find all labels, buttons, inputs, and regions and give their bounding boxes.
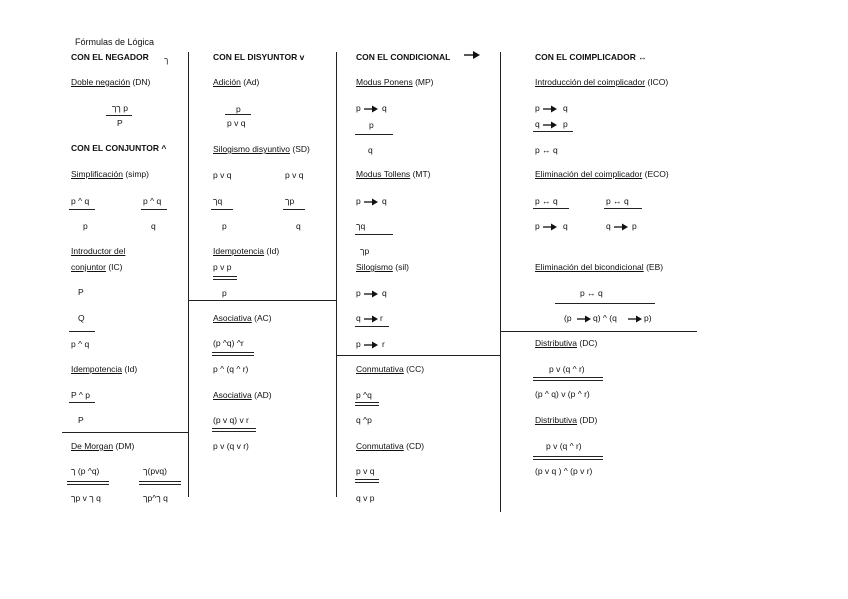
sd-right-conclusion: q (296, 221, 301, 231)
eco-right-premise: p ↔ q (606, 196, 629, 206)
eb-premise: p ↔ q (580, 288, 603, 298)
column-divider-2 (336, 52, 337, 497)
sd-left-line (211, 209, 233, 210)
simp-right-conclusion: q (151, 221, 156, 231)
ico-arrow-2-icon (543, 121, 558, 129)
mt-line (355, 234, 393, 235)
sil-premise-2-b: r (380, 313, 383, 323)
sd-left-premise-1: p v q (213, 170, 232, 180)
dc-premise: p v (q ^ r) (549, 364, 585, 374)
mp-arrow-icon (364, 105, 379, 113)
eco-left-arrow-icon (543, 223, 558, 231)
dn-conclusion: P (117, 118, 123, 128)
mt-premise-1-b: q (382, 196, 387, 206)
dm-left-premise: ך (p ^q) (71, 466, 100, 476)
sil-premise-2-a: q (356, 313, 361, 323)
id-conj-premise: P ^ p (71, 390, 90, 400)
mp-premise-1-a: p (356, 103, 361, 113)
ico-conclusion: p ↔ q (535, 145, 558, 155)
mt-premise-2: ךq (356, 221, 366, 231)
conmutativa-conj-rule: Conmutativa (CC) (356, 364, 425, 374)
ico-premise-1-b: q (563, 103, 568, 113)
column-divider-1 (188, 52, 189, 497)
cc-line-2 (355, 405, 379, 406)
ac-line-1 (212, 352, 254, 353)
coimplicador-header: CON EL COIMPLICADOR ↔ (535, 52, 647, 62)
eco-right-arrow-icon (614, 223, 629, 231)
distributiva-dd-rule: Distributiva (DD) (535, 415, 598, 425)
id-conj-conclusion: P (78, 415, 84, 425)
dm-left-line-2 (67, 484, 109, 485)
mt-conclusion: ךp (360, 246, 370, 256)
ico-premise-2-b: p (563, 119, 568, 129)
dc-line-2 (533, 380, 603, 381)
dn-line (106, 115, 132, 116)
simp-left-conclusion: p (83, 221, 88, 231)
sil-premise-1-a: p (356, 288, 361, 298)
eb-conclusion-2: q) ^ (q (593, 313, 617, 323)
ic-conclusion: p ^ q (71, 339, 90, 349)
ico-arrow-1-icon (543, 105, 558, 113)
id-disy-conclusion: p (222, 288, 227, 298)
sil-conclusion-a: p (356, 339, 361, 349)
negador-symbol: ך (164, 56, 169, 65)
dd-line-1 (533, 456, 603, 457)
idempotencia-conj-rule: Idempotencia (Id) (71, 364, 138, 374)
condicional-header: CON EL CONDICIONAL (356, 52, 451, 62)
simp-left-line (69, 209, 95, 210)
ic-premise-2: Q (78, 313, 85, 323)
eb-arrow-2-icon (628, 315, 643, 323)
sil-premise-1-b: q (382, 288, 387, 298)
sd-right-line (283, 209, 305, 210)
negador-header: CON EL NEGADOR (71, 52, 149, 62)
dm-left-conclusion: ךp v ך q (71, 493, 101, 503)
ico-premise-1-a: p (535, 103, 540, 113)
de-morgan-rule: De Morgan (DM) (71, 441, 135, 451)
simp-right-premise: p ^ q (143, 196, 162, 206)
dd-line-2 (533, 459, 603, 460)
introductor-rule-line1: Introductor del (71, 246, 126, 256)
sil-arrow-3-icon (364, 341, 379, 349)
asociativa-conj-rule: Asociativa (AC) (213, 313, 272, 323)
sil-line (355, 326, 389, 327)
eliminacion-coimplicador-rule: Eliminación del coimplicador (ECO) (535, 169, 669, 179)
sil-conclusion-b: r (382, 339, 385, 349)
eco-left-conclusion-a: p (535, 221, 540, 231)
id-disy-line-2 (213, 279, 237, 280)
cd-line-2 (355, 482, 379, 483)
section-divider-distributiva (500, 331, 697, 332)
conmutativa-disy-rule: Conmutativa (CD) (356, 441, 425, 451)
id-disy-premise: p v p (213, 262, 232, 272)
dn-premise: ךך p (112, 103, 128, 113)
adv-conclusion: p v (q v r) (213, 441, 249, 451)
adv-line-2 (212, 431, 256, 432)
introductor-rule-line2: conjuntor (IC) (71, 262, 123, 272)
id-conj-line (69, 402, 95, 403)
ad-conclusion: p v q (227, 118, 246, 128)
sd-left-conclusion: p (222, 221, 227, 231)
cd-conclusion: q v p (356, 493, 375, 503)
modus-tollens-rule: Modus Tollens (MT) (356, 169, 431, 179)
mp-premise-2: p (369, 120, 374, 130)
dm-left-line-1 (67, 481, 109, 482)
simp-left-premise: p ^ q (71, 196, 90, 206)
adicion-rule: Adición (Ad) (213, 77, 260, 87)
dm-right-line-2 (139, 484, 181, 485)
section-divider-conmutativa (336, 355, 500, 356)
ac-premise: (p ^q) ^r (213, 338, 244, 348)
dm-right-premise: ך(pvq) (143, 466, 167, 476)
ad-premise: p (236, 104, 241, 114)
eb-conclusion-3: p) (644, 313, 652, 323)
section-divider-asociativa (188, 300, 336, 301)
ac-conclusion: p ^ (q ^ r) (213, 364, 249, 374)
sd-left-premise-2: ךq (213, 196, 223, 206)
eco-right-conclusion-b: p (632, 221, 637, 231)
adv-premise: (p v q) v r (213, 415, 249, 425)
doble-negacion-rule: Doble negación (DN) (71, 77, 151, 87)
eco-left-conclusion-b: q (563, 221, 568, 231)
cd-premise: p v q (356, 466, 375, 476)
arrow-right-icon (464, 50, 481, 60)
section-divider-demorgan (62, 432, 188, 433)
dc-conclusion: (p ^ q) v (p ^ r) (535, 389, 590, 399)
mp-premise-1-b: q (382, 103, 387, 113)
simplificacion-rule: Simplificación (simp) (71, 169, 149, 179)
page-title: Fórmulas de Lógica (75, 37, 155, 47)
sd-right-premise-2: ךp (285, 196, 295, 206)
ad-line (225, 114, 251, 115)
ico-premise-2-a: q (535, 119, 540, 129)
ic-line (69, 331, 95, 332)
modus-ponens-rule: Modus Ponens (MP) (356, 77, 434, 87)
ico-line (533, 131, 573, 132)
eco-right-line (604, 208, 642, 209)
asociativa-disy-rule: Asociativa (AD) (213, 390, 272, 400)
dm-right-conclusion: ךp^ך q (143, 493, 168, 503)
silogismo-rule: Silogismo (sil) (356, 262, 409, 272)
ac-line-2 (212, 355, 254, 356)
dm-right-line-1 (139, 481, 181, 482)
cc-line-1 (355, 402, 379, 403)
mt-premise-1-a: p (356, 196, 361, 206)
eco-left-premise: p ↔ q (535, 196, 558, 206)
eb-arrow-1-icon (577, 315, 592, 323)
sd-right-premise-1: p v q (285, 170, 304, 180)
distributiva-dc-rule: Distributiva (DC) (535, 338, 598, 348)
mp-conclusion: q (368, 145, 373, 155)
eco-left-line (533, 208, 569, 209)
eliminacion-bicondicional-rule: Eliminación del bicondicional (EB) (535, 262, 664, 272)
adv-line-1 (212, 428, 256, 429)
disyuntor-header: CON EL DISYUNTOR v (213, 52, 305, 62)
introduccion-coimplicador-rule: Introducción del coimplicador (ICO) (535, 77, 669, 87)
sil-arrow-2-icon (364, 315, 379, 323)
cd-line-1 (355, 479, 379, 480)
column-divider-3 (500, 52, 501, 512)
simp-right-line (141, 209, 167, 210)
mp-line (355, 134, 393, 135)
mt-arrow-icon (364, 198, 379, 206)
ic-premise-1: P (78, 287, 84, 297)
idempotencia-disy-rule: Idempotencia (Id) (213, 246, 280, 256)
dd-premise: p v (q ^ r) (546, 441, 582, 451)
cc-conclusion: q ^p (356, 415, 372, 425)
conjuntor-header: CON EL CONJUNTOR ^ (71, 143, 167, 153)
eb-line (555, 303, 655, 304)
dc-line-1 (533, 377, 603, 378)
silogismo-disyuntivo-rule: Silogismo disyuntivo (SD) (213, 144, 310, 154)
eco-right-conclusion-a: q (606, 221, 611, 231)
id-disy-line-1 (213, 276, 237, 277)
eb-conclusion-1: (p (564, 313, 572, 323)
cc-premise: p ^q (356, 390, 372, 400)
sil-arrow-1-icon (364, 290, 379, 298)
dd-conclusion: (p v q ) ^ (p v r) (535, 466, 593, 476)
